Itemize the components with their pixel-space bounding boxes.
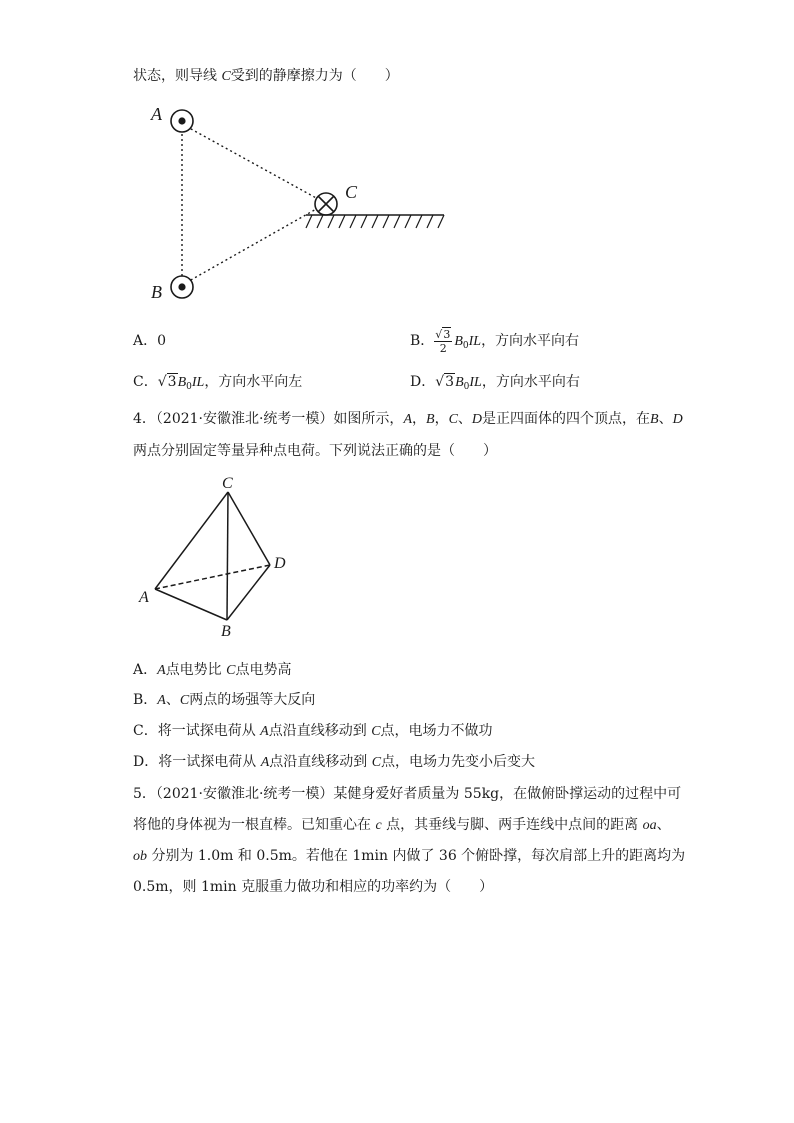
q3-stem-text-2: 受到的静摩擦力为（ ） [230, 68, 399, 84]
sqrt-icon: √ [157, 374, 167, 390]
q4-label-c: C [222, 475, 233, 492]
option-var-tail: IL [191, 375, 205, 390]
q5-stem-line-4: 0.5m，则 1min 克服重力做功和相应的功率约为（ ） [133, 879, 494, 895]
sqrt-icon: √ [435, 374, 445, 390]
wire-c-in-icon [315, 193, 337, 215]
q3-stem-text: 状态，则导线 [133, 68, 222, 84]
option-subscript: 0 [186, 382, 192, 392]
q4-label-b: B [221, 623, 231, 640]
q3-wire-figure [140, 98, 460, 308]
q4-option-a[interactable]: A．A点电势比 C点电势高 [133, 662, 292, 678]
q5-stem-line-1: 5．（2021·安徽淮北·统考一模）某健身爱好者质量为 55kg，在做俯卧撑运动的过程中可 [133, 786, 682, 802]
q3-label-c: C [345, 182, 358, 202]
hidden-edge-ad [155, 565, 270, 589]
wire-b-out-icon [171, 276, 193, 298]
option-radicand: 3 [167, 374, 177, 390]
option-var-tail: IL [468, 334, 482, 349]
dotted-line-ac [182, 124, 318, 199]
option-text: 0 [157, 333, 167, 349]
q3-option-c[interactable] [133, 372, 302, 397]
q4-stem-line-2: 两点分别固定等量异种点电荷。下列说法正确的是（ ） [133, 443, 497, 459]
q3-option-b[interactable] [410, 324, 579, 363]
option-direction: ，方向水平向右 [481, 333, 580, 349]
q4-option-b[interactable]: B．A、C两点的场强等大反向 [133, 692, 316, 708]
q3-label-a: A [151, 104, 162, 124]
option-letter: D． [410, 374, 436, 390]
option-var: B [455, 375, 464, 390]
option-radicand: 3 [445, 374, 455, 390]
option-subscript: 0 [462, 341, 469, 351]
q4-label-d: D [274, 555, 286, 572]
q5-stem-line-2: 将他的身体视为一根直棒。已知重心在 c 点，其垂线与脚、两手连线中点间的距离 oa、 [133, 817, 671, 833]
option-direction: ，方向水平向左 [204, 374, 303, 390]
q4-label-a: A [139, 589, 149, 606]
option-var: B [454, 334, 463, 349]
option-letter: B． [410, 333, 435, 349]
option-letter: A． [133, 333, 158, 349]
q4-option-d[interactable]: D．将一试探电荷从 A点沿直线移动到 C点，电场力先变小后变大 [133, 754, 536, 770]
dotted-line-bc [182, 208, 318, 285]
q3-option-a[interactable] [133, 331, 166, 351]
q3-stem-var: C [221, 69, 231, 84]
option-subscript: 0 [463, 382, 470, 392]
q5-stem-line-3: ob 分别为 1.0m 和 0.5m。若他在 1min 内做了 36 个俯卧撑，每次肩部上升的距离均为 [133, 848, 686, 864]
ground-surface-icon [306, 215, 444, 228]
q3-label-b: B [151, 282, 162, 302]
option-var: B [177, 375, 187, 390]
q3-stem-tail [133, 66, 399, 87]
q4-stem-line-1: 4．（2021·安徽淮北·统考一模）如图所示，A，B，C、D是正四面体的四个顶点，在B、D [133, 411, 683, 427]
option-var-tail: IL [469, 375, 482, 390]
option-direction: ，方向水平向右 [481, 374, 580, 390]
fraction-sqrt3-over-2: $\frac{√3}{2}$ [435, 327, 451, 355]
q4-option-c[interactable]: C．将一试探电荷从 A点沿直线移动到 C点，电场力不做功 [133, 723, 493, 739]
option-letter: C． [133, 374, 158, 390]
q3-option-d[interactable] [410, 372, 580, 397]
wire-a-out-icon [171, 110, 193, 132]
